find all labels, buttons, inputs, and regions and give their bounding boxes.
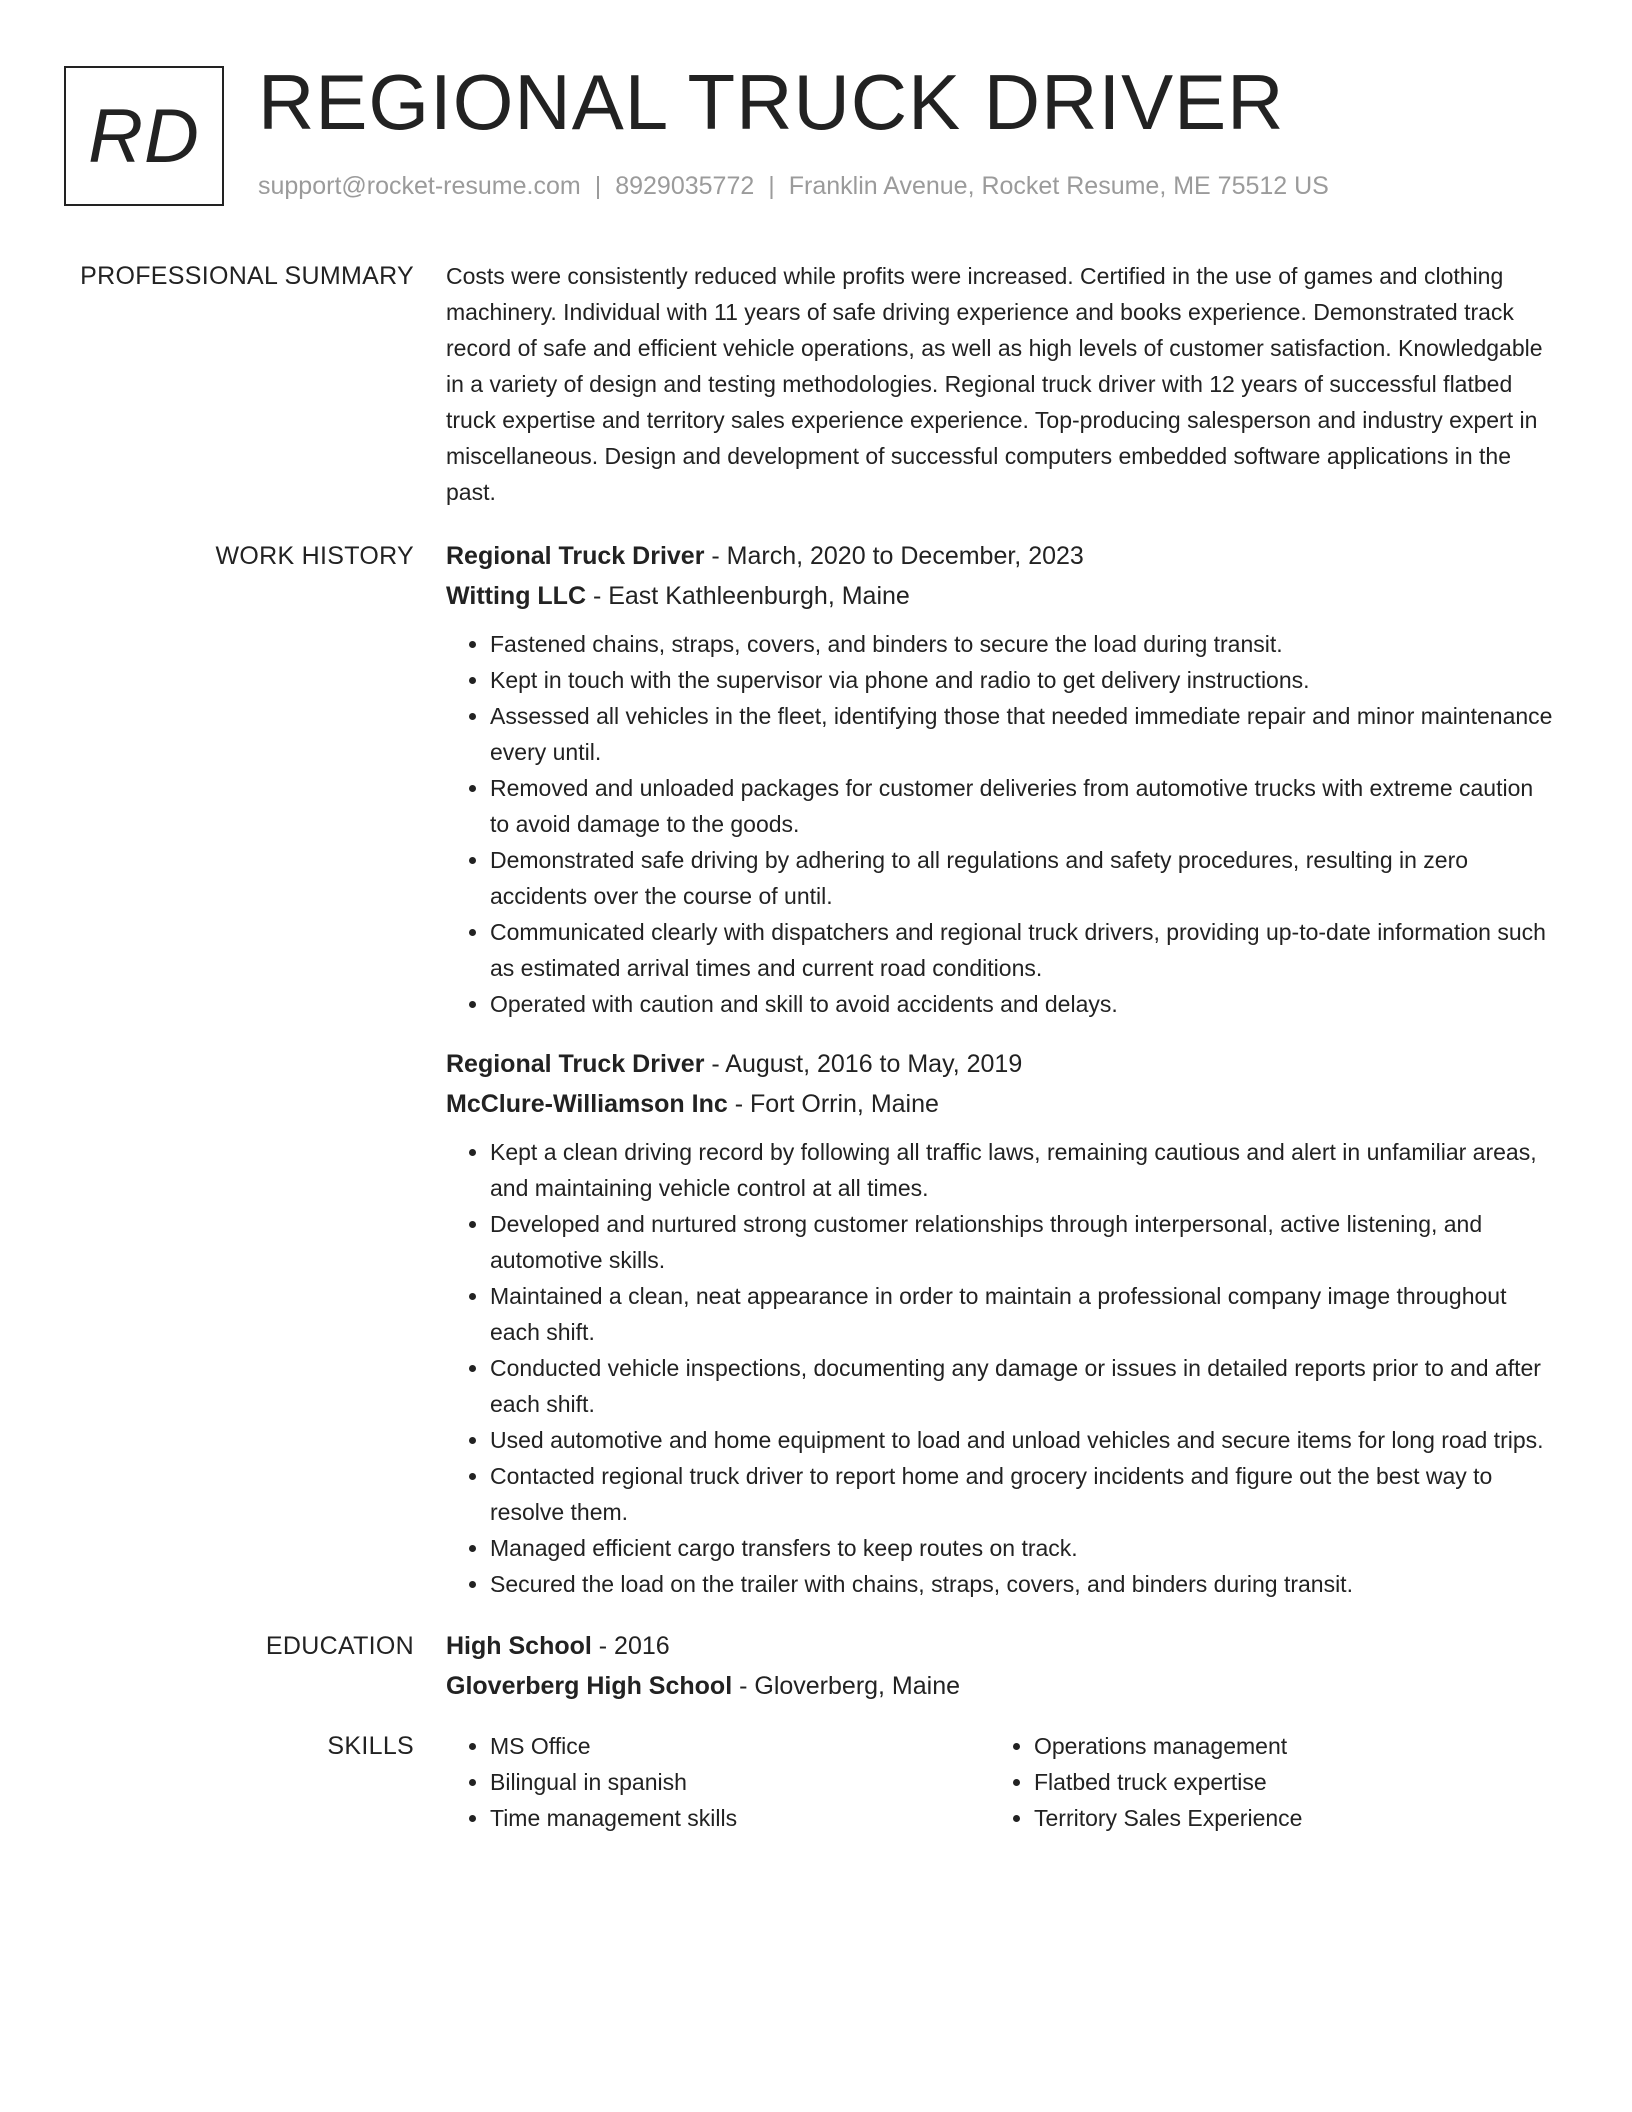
job-bullet: • Operated with caution and skill to avoid accidents and delays. xyxy=(490,986,1554,1022)
education-location: - Gloverberg, Maine xyxy=(732,1672,961,1700)
skill-item: • Bilingual in spanish xyxy=(490,1764,990,1800)
job-company: Witting LLC xyxy=(446,582,587,610)
job-bullet: • Managed efficient cargo transfers to keep routes on track. xyxy=(490,1530,1554,1566)
job-bullet: • Removed and unloaded packages for customer deliveries from automotive trucks with extreme caution to avoid damage to the goods. xyxy=(490,770,1554,842)
job-bullet: • Maintained a clean, neat appearance in order to maintain a professional company image throughout each shift. xyxy=(490,1278,1554,1350)
job-company: McClure-Williamson Inc xyxy=(446,1090,728,1118)
contact-separator: | xyxy=(594,172,602,200)
education-year: - 2016 xyxy=(591,1632,670,1660)
job-bullet: • Demonstrated safe driving by adhering to all regulations and safety procedures, resulting in zero accidents over the course of until. xyxy=(490,842,1554,914)
job-bullet: • Assessed all vehicles in the fleet, identifying those that needed immediate repair and minor maintenance every until. xyxy=(490,698,1554,770)
contact-line xyxy=(258,172,1329,201)
job-dates: - August, 2016 to May, 2019 xyxy=(704,1050,1023,1078)
job-bullet: • Communicated clearly with dispatchers and regional truck drivers, providing up-to-date information such as estimated arrival times and current road conditions. xyxy=(490,914,1554,986)
job-bullet: • Fastened chains, straps, covers, and binders to secure the load during transit. xyxy=(490,626,1554,662)
job-company-line xyxy=(446,576,1554,616)
education-school: Gloverberg High School xyxy=(446,1672,733,1700)
section-label-summary: PROFESSIONAL SUMMARY xyxy=(80,262,414,290)
job-bullet: • Used automotive and home equipment to load and unload vehicles and secure items for long road trips. xyxy=(490,1422,1554,1458)
job-bullet: • Kept in touch with the supervisor via phone and radio to get delivery instructions. xyxy=(490,662,1554,698)
education-degree: High School xyxy=(446,1632,592,1660)
section-label-education: EDUCATION xyxy=(265,1632,414,1660)
job-entry xyxy=(446,1044,1554,1602)
job-bullet: • Developed and nurtured strong customer relationships through interpersonal, active listening, and automotive skills. xyxy=(490,1206,1554,1278)
monogram-initials: RD xyxy=(88,93,200,179)
resume-body xyxy=(64,258,1554,1836)
work-history-section xyxy=(64,536,1554,1624)
skill-item: • MS Office xyxy=(490,1728,990,1764)
section-label-work-history: WORK HISTORY xyxy=(215,542,414,570)
job-bullet: • Contacted regional truck driver to report home and grocery incidents and figure out the best way to resolve them. xyxy=(490,1458,1554,1530)
job-bullet: • Conducted vehicle inspections, documenting any damage or issues in detailed reports prior to and after each shift. xyxy=(490,1350,1554,1422)
section-label-skills: SKILLS xyxy=(327,1732,414,1760)
job-location: - Fort Orrin, Maine xyxy=(727,1090,939,1118)
contact-phone[interactable]: 8929035772 xyxy=(615,172,755,200)
monogram-badge xyxy=(64,66,224,206)
job-entry xyxy=(446,536,1554,1022)
job-title: Regional Truck Driver xyxy=(446,542,705,570)
education-school-line xyxy=(446,1666,1554,1706)
skill-item: • Time management skills xyxy=(490,1800,990,1836)
job-bullets xyxy=(446,1134,1554,1602)
contact-separator: | xyxy=(768,172,775,200)
job-title: Regional Truck Driver xyxy=(446,1050,705,1078)
job-dates: - March, 2020 to December, 2023 xyxy=(704,542,1084,570)
job-title-line xyxy=(446,1044,1554,1084)
skills-column-left xyxy=(446,1728,990,1836)
skills-column-right xyxy=(990,1728,1534,1836)
resume-title: REGIONAL TRUCK DRIVER xyxy=(258,58,1285,146)
job-bullet: • Kept a clean driving record by following all traffic laws, remaining cautious and alert in unfamiliar areas, and maintaining vehicle control at all times. xyxy=(490,1134,1554,1206)
job-bullet: • Secured the load on the trailer with chains, straps, covers, and binders during transit. xyxy=(490,1566,1554,1602)
job-title-line xyxy=(446,536,1554,576)
education-section xyxy=(64,1626,1554,1706)
job-company-line xyxy=(446,1084,1554,1124)
summary-section xyxy=(64,258,1554,510)
job-location: - East Kathleenburgh, Maine xyxy=(586,582,910,610)
contact-email[interactable]: support@rocket-resume.com xyxy=(258,172,581,200)
job-bullets xyxy=(446,626,1554,1022)
skills-section xyxy=(64,1728,1554,1836)
skill-item: • Flatbed truck expertise xyxy=(1034,1764,1534,1800)
summary-text: Costs were consistently reduced while profits were increased. Certified in the use of games and clothing machinery. Individual with 11 years of safe driving experience and books experience. Demonstrated track record of safe and efficient vehicle operations, as well as high levels of customer satisfaction. Knowledgable in a variety of design and testing methodologies. Regional truck driver with 12 years of successful flatbed truck expertise and territory sales experience experience. Top-producing salesperson and industry expert in miscellaneous. Design and development of successful computers embedded software applications in the past. xyxy=(446,263,1543,505)
skill-item: • Operations management xyxy=(1034,1728,1534,1764)
contact-address: Franklin Avenue, Rocket Resume, ME 75512 US xyxy=(788,172,1329,200)
education-degree-line xyxy=(446,1626,1554,1666)
skills-grid xyxy=(446,1728,1554,1836)
skill-item: • Territory Sales Experience xyxy=(1034,1800,1534,1836)
